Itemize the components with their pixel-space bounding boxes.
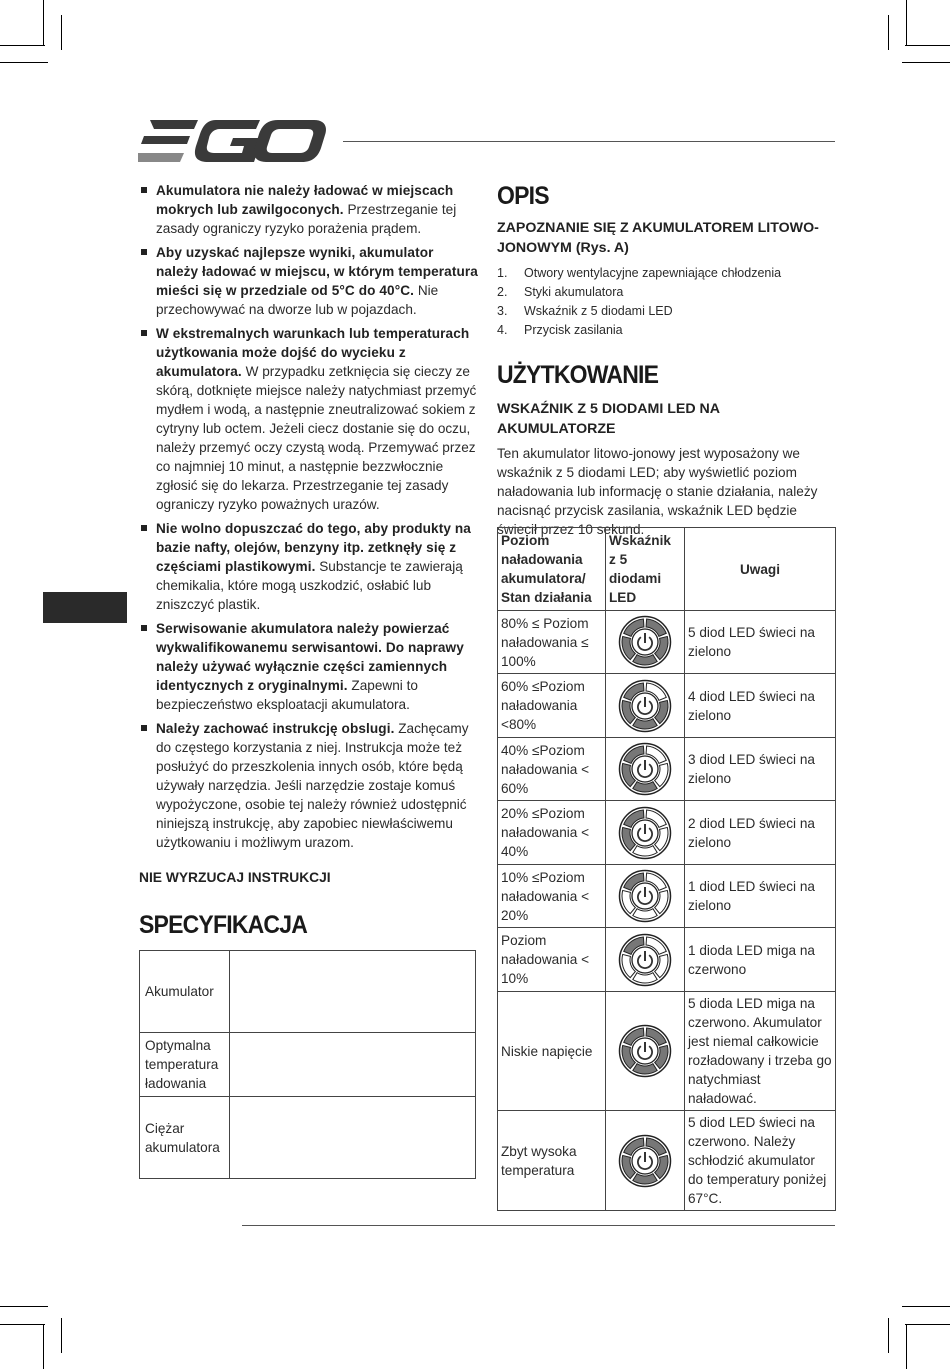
led-status-table (497, 527, 836, 1211)
spec-label: Ciężar akumulatora (140, 1097, 230, 1179)
spec-row (140, 951, 476, 1033)
list-item: 1. Otwory wentylacyjne zapewniające chłodzenia (497, 266, 782, 280)
safety-bullet: W ekstremalnych warunkach lub temperaturach użytkowania może dojść do wycieku z akumulatora. W przypadku zetknięcia się cieczy ze skórą, dotknięte miejsce należy natychmiast przemyć mydłem i wodą, a następnie zneutralizować sokiem z cytryny lub octem. Jeżeli ciecz dostanie się do oczu, należy przemyć oczy czystą wodą. Przemywać przez co najmniej 10 minut, a następnie bezzwłocznie zgłosić się do lekarza. Przestrzeganie tej zasady ograniczy ryzyko poważnych urazów. (139, 324, 479, 514)
crop-mark (888, 1318, 889, 1353)
ego-logo (138, 120, 326, 162)
charge-level: Niskie napięcie (498, 992, 606, 1111)
table-row (498, 611, 836, 674)
safety-bullet: Należy zachować instrukcję obslugi. Zachęcamy do częstego korzystania z niej. Instrukcja może też posłużyć do przeszkolenia innych osób, które będą używały narzędzia. Jeśli narzędzie zostaje komuś wypożyczone, osobie tej należy również udostępnić niniejszą instrukcję, aby zapobiec niewłaściwemu użytkowaniu i możliwym urazom. (139, 719, 479, 852)
footer-rule (242, 1225, 835, 1226)
led-note: 5 diod LED świeci na czerwono. Należy schłodzić akumulator do temperatury poniżej 67°C. (685, 1111, 836, 1211)
led-note: 5 dioda LED miga na czerwono. Akumulator jest niemal całkowicie rozładowany i trzeba go natychmiast naładować. (685, 992, 836, 1111)
safety-bullet: Nie wolno dopuszczać do tego, aby produkty na bazie nafty, olejów, benzyny itp. zetknęły się z częściami plastikowymi. Substancje te zawierają chemikalia, które mogą uszkodzić, osłabić lub zniszczyć plastik. (139, 519, 479, 614)
usage-heading: UŻYTKOWANIE (497, 360, 659, 389)
crop-mark (61, 15, 62, 50)
spec-value (230, 1097, 476, 1179)
left-column (139, 181, 479, 937)
table-row (498, 738, 836, 801)
crop-mark (43, 1324, 44, 1369)
crop-mark (0, 1306, 48, 1307)
crop-mark (61, 1318, 62, 1353)
charge-level: 20% ≤Poziom naładowania < 40% (498, 801, 606, 865)
spec-table (139, 950, 476, 1179)
led-note: 3 diod LED świeci na zielono (685, 738, 836, 801)
crop-mark (0, 1324, 45, 1325)
crop-mark (906, 1324, 907, 1369)
spec-value (230, 951, 476, 1033)
charge-level: 60% ≤Poziom naładowania <80% (498, 674, 606, 738)
crop-mark (906, 0, 907, 45)
crop-mark (905, 45, 950, 46)
column-header: Poziom naładowania akumulatora/ Stan działania (498, 528, 606, 611)
crop-mark (0, 45, 45, 46)
list-item: 3. Wskaźnik z 5 diodami LED (497, 304, 673, 318)
crop-mark (888, 15, 889, 50)
led-indicator-icon (618, 615, 672, 669)
parts-list (497, 264, 835, 340)
table-row (498, 674, 836, 738)
crop-mark (905, 1324, 950, 1325)
charge-level: Poziom naładowania < 10% (498, 928, 606, 992)
led-note: 5 diod LED świeci na zielono (685, 611, 836, 674)
led-indicator-icon (618, 742, 672, 796)
charge-level: 40% ≤Poziom naładowania < 60% (498, 738, 606, 801)
column-header: Wskaźnik z 5 diodami LED (606, 528, 685, 611)
safety-bullet: Akumulatora nie należy ładować w miejscach mokrych lub zawilgoconych. Przestrzeganie tej zasady ograniczy ryzyko porażenia prądem. (139, 181, 479, 238)
led-note: 4 diod LED świeci na zielono (685, 674, 836, 738)
led-indicator-icon (618, 679, 672, 733)
led-indicator-icon (618, 1134, 672, 1188)
charge-level: Zbyt wysoka temperatura (498, 1111, 606, 1211)
led-note: 1 diod LED świeci na zielono (685, 865, 836, 928)
table-row (498, 801, 836, 865)
safety-bullet: Serwisowanie akumulatora należy powierzać wykwalifikowanemu serwisantowi. Do naprawy należy używać wyłącznie części zamiennych identycznych z oryginalnymi. Zapewni to bezpieczeństwo eksploatacji akumulatora. (139, 619, 479, 714)
table-header-row (498, 528, 836, 611)
charge-level: 80% ≤ Poziom naładowania ≤ 100% (498, 611, 606, 674)
led-subheading: WSKAŹNIK Z 5 DIODAMI LED NA AKUMULATORZE (497, 401, 720, 437)
opis-heading: OPIS (497, 181, 549, 210)
crop-mark (0, 62, 48, 63)
charge-level: 10% ≤Poziom naładowania < 20% (498, 865, 606, 928)
spec-label: Akumulator (140, 951, 230, 1033)
spec-row (140, 1097, 476, 1179)
table-row (498, 1111, 836, 1211)
led-indicator-icon (618, 933, 672, 987)
spec-row (140, 1033, 476, 1097)
crop-mark (43, 0, 44, 45)
table-row (498, 865, 836, 928)
language-tab (43, 592, 127, 623)
column-header: Uwagi (685, 528, 836, 611)
header-rule (343, 141, 835, 142)
crop-mark (902, 62, 950, 63)
list-item: 4. Przycisk zasilania (497, 323, 623, 337)
right-column (497, 181, 835, 539)
spec-value (230, 1033, 476, 1097)
table-row (498, 992, 836, 1111)
led-paragraph: Ten akumulator litowo-jonowy jest wyposażony we wskaźnik z 5 diodami LED; aby wyświetlić poziom naładowania lub informację o stanie działania, należy nacisnąć przycisk zasilania, wskaźnik LED będzie świecił przez 10 sekund. (497, 446, 818, 537)
led-indicator-icon (618, 1024, 672, 1078)
spec-heading: SPECYFIKACJA (139, 910, 308, 939)
crop-mark (902, 1306, 950, 1307)
safety-bullet: Aby uzyskać najlepsze wyniki, akumulator należy ładować w miejscu, w którym temperatura mieści się w przedziale od 5°C do 40°C. Nie przechowywać na dworze lub w pojazdach. (139, 243, 479, 319)
table-row (498, 928, 836, 992)
spec-label: Optymalna temperatura ładowania (140, 1033, 230, 1097)
led-note: 1 dioda LED miga na czerwono (685, 928, 836, 992)
led-indicator-icon (618, 869, 672, 923)
keep-instructions-notice: NIE WYRZUCAJ INSTRUKCJI (139, 870, 331, 885)
led-note: 2 diod LED świeci na zielono (685, 801, 836, 865)
opis-subheading: ZAPOZNANIE SIĘ Z AKUMULATOREM LITOWO-JONOWYM (Rys. A) (497, 220, 819, 256)
led-indicator-icon (618, 806, 672, 860)
list-item: 2. Styki akumulatora (497, 285, 624, 299)
